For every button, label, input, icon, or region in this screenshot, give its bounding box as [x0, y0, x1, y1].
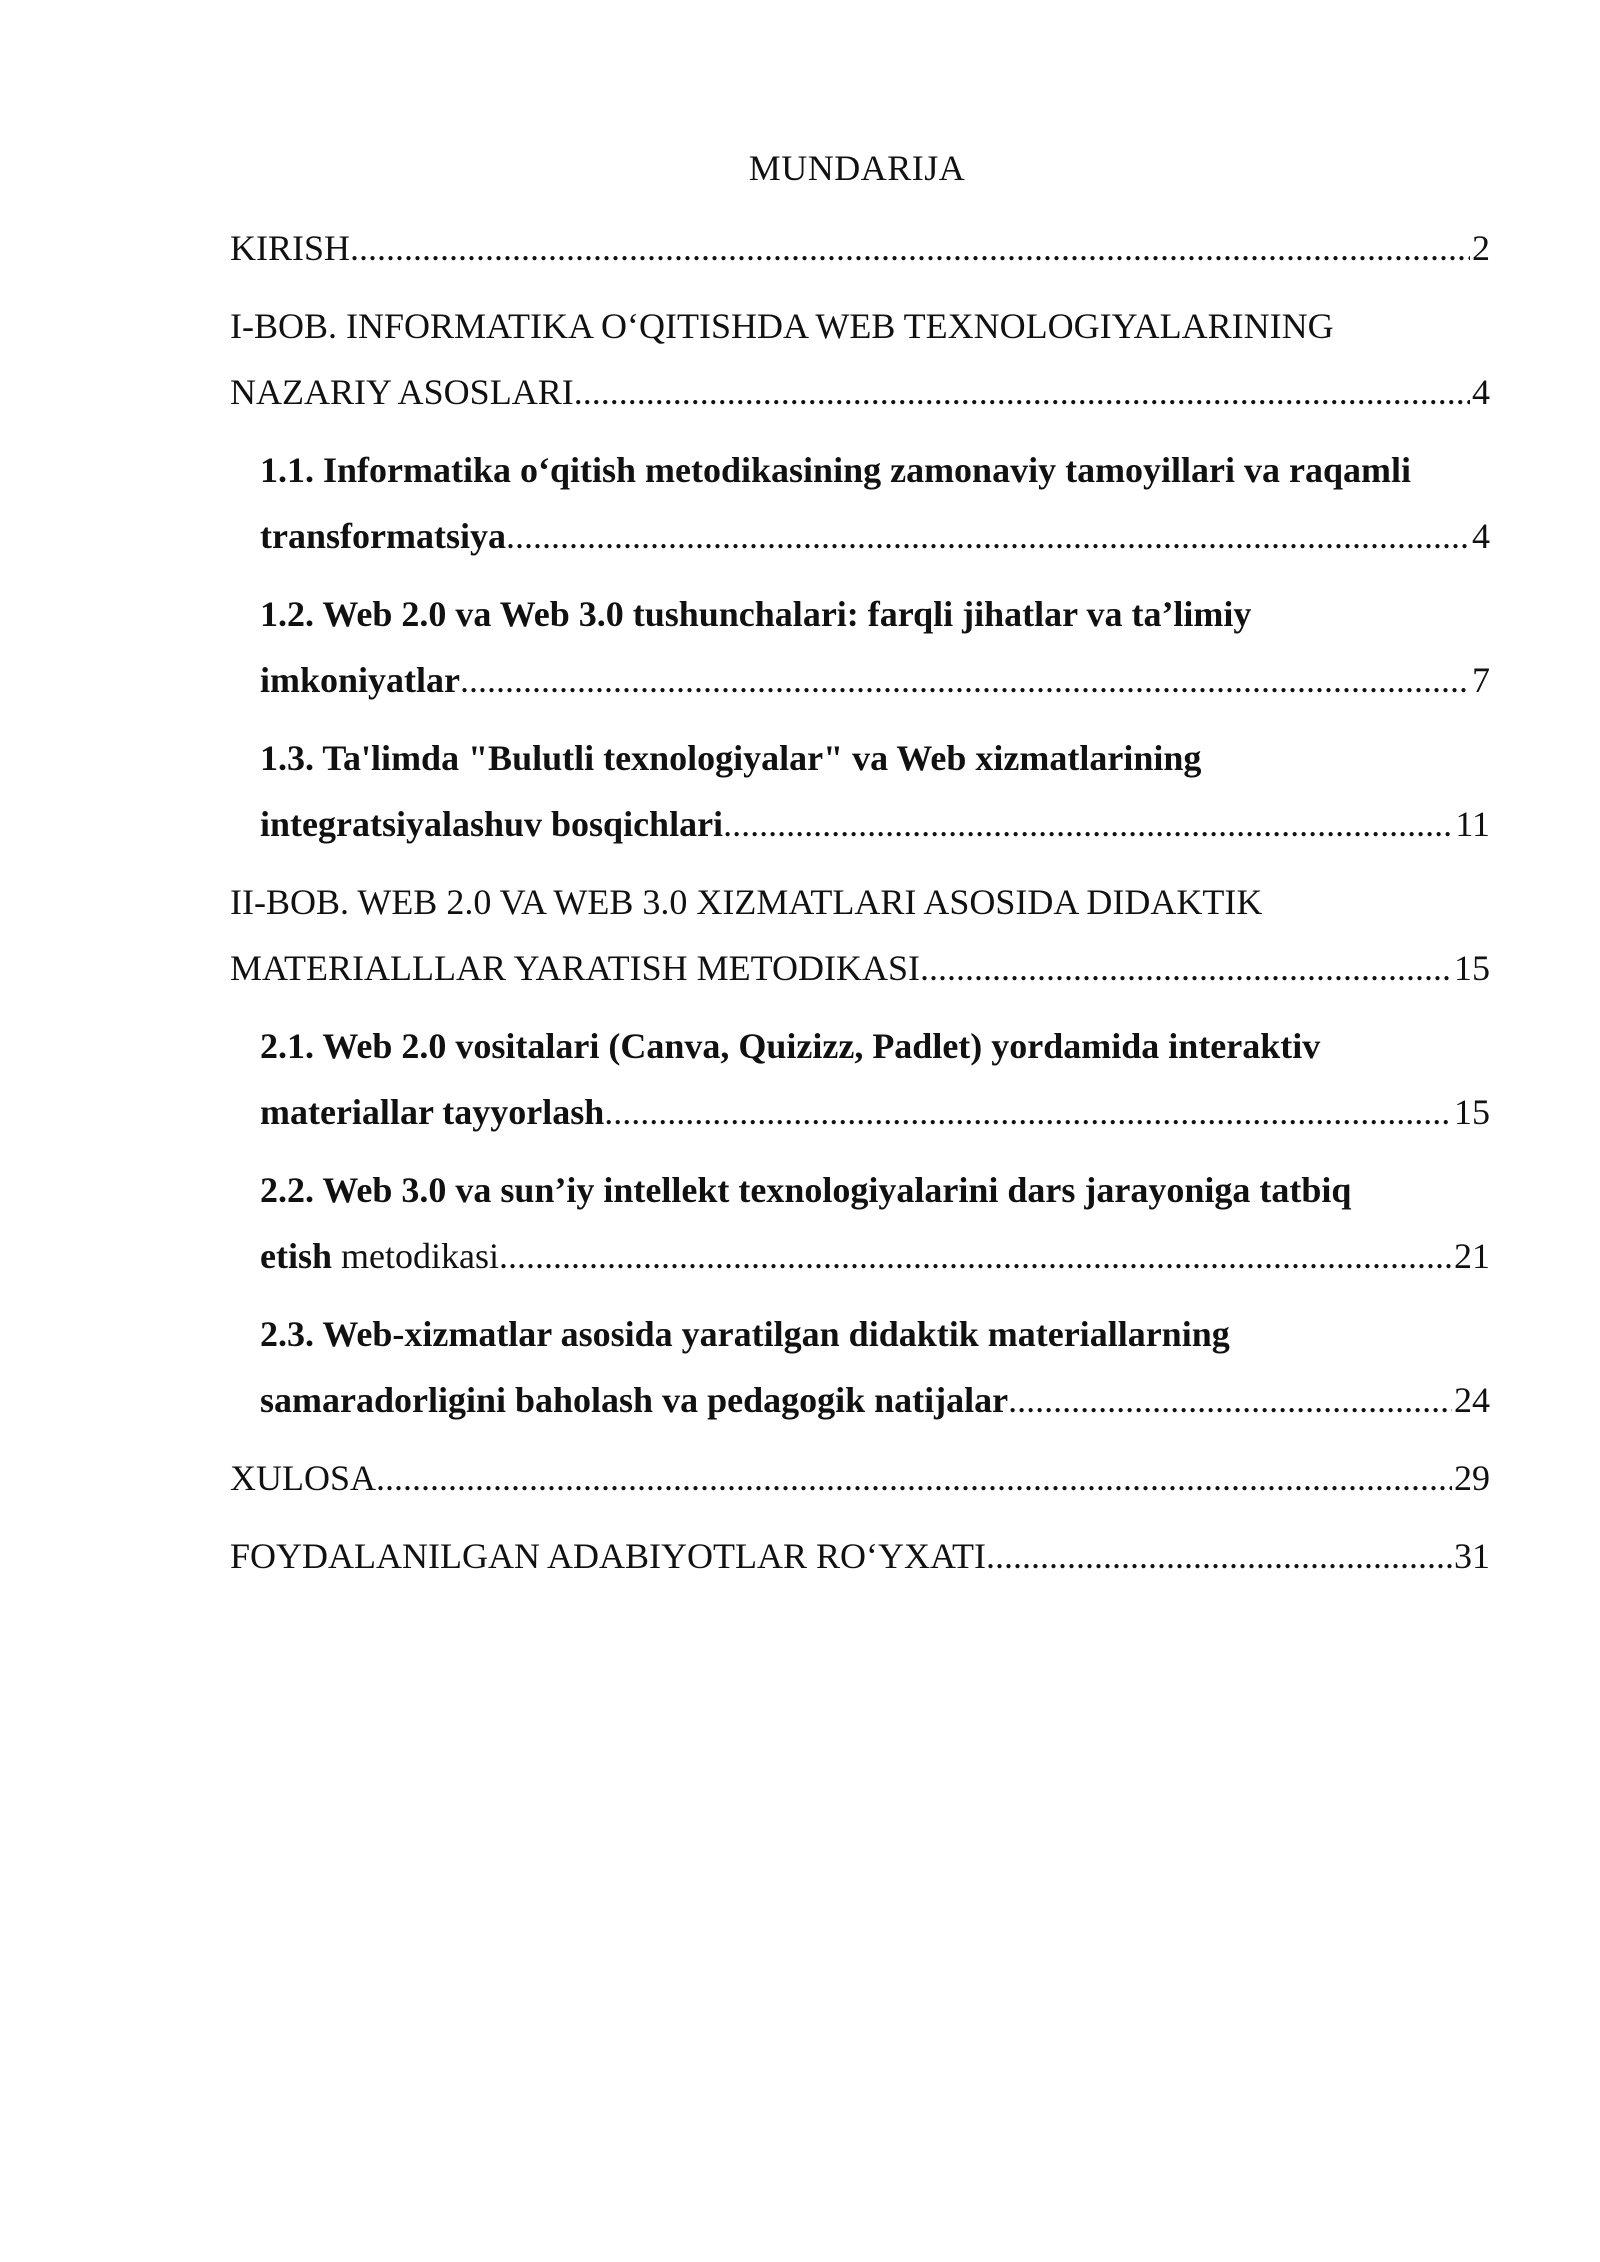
toc-entry-text: 1.2. Web 2.0 va Web 3.0 tushunchalari: farqli jihatlar va ta’limiy — [260, 594, 1252, 634]
toc-entry-line — [230, 293, 1490, 359]
toc-entry-title — [260, 1314, 1230, 1354]
toc-page-number: 15 — [1454, 948, 1490, 988]
toc-page-number: 29 — [1454, 1458, 1490, 1498]
toc-entry-title — [260, 1223, 499, 1289]
toc-entry-text: etish — [260, 1236, 332, 1276]
toc-entry-title — [260, 594, 1251, 634]
toc-page-number: 2 — [1472, 228, 1490, 268]
toc-entry-line — [260, 1223, 1490, 1289]
toc-entry-line — [230, 1523, 1490, 1589]
toc-page-number: 4 — [1472, 516, 1490, 556]
toc-entry-line — [260, 647, 1490, 713]
toc-subsection-entry[interactable] — [230, 725, 1490, 857]
toc-entry-line — [230, 359, 1490, 425]
table-of-contents — [230, 215, 1490, 1601]
toc-dot-leader — [986, 1523, 1452, 1589]
toc-entry-title — [230, 935, 920, 1001]
toc-dot-leader — [506, 503, 1470, 569]
toc-entry-title — [260, 647, 460, 713]
toc-entry-line — [260, 437, 1490, 503]
toc-entry-title — [230, 306, 1334, 346]
toc-entry-text: transformatsiya — [260, 516, 506, 556]
toc-dot-leader — [723, 791, 1453, 857]
toc-entry-line — [260, 791, 1490, 857]
toc-entry-line — [260, 1013, 1490, 1079]
toc-page-number: 31 — [1454, 1536, 1490, 1576]
toc-entry-text: metodikasi — [332, 1236, 499, 1276]
toc-page-number: 4 — [1472, 372, 1490, 412]
toc-entry-line — [230, 1445, 1490, 1511]
toc-entry-text: FOYDALANILGAN ADABIYOTLAR RO‘YXATI — [230, 1536, 986, 1576]
toc-entry-title — [260, 738, 1201, 778]
toc-entry-text: 2.1. Web 2.0 vositalari (Canva, Quizizz, Padlet) yordamida interaktiv — [260, 1026, 1321, 1066]
toc-entry-line — [230, 215, 1490, 281]
toc-entry-title — [260, 1026, 1320, 1066]
toc-entry-title — [230, 1445, 376, 1511]
toc-entry-text: 2.3. Web-xizmatlar asosida yaratilgan didaktik materiallarning — [260, 1314, 1230, 1354]
toc-subsection-entry[interactable] — [230, 1301, 1490, 1433]
toc-dot-leader — [1008, 1367, 1452, 1433]
toc-dot-leader — [574, 359, 1470, 425]
toc-entry-text: II-BOB. WEB 2.0 VA WEB 3.0 XIZMATLARI ASOSIDA DIDAKTIK — [230, 882, 1263, 922]
toc-chapter-entry[interactable] — [230, 869, 1490, 1001]
toc-entry-line — [260, 725, 1490, 791]
toc-dot-leader — [376, 1445, 1452, 1511]
toc-page-number: 15 — [1454, 1092, 1490, 1132]
toc-subsection-entry[interactable] — [230, 1157, 1490, 1289]
toc-entry-line — [260, 1301, 1490, 1367]
toc-entry-title — [230, 1523, 986, 1589]
toc-entry-text: integratsiyalashuv bosqichlari — [260, 804, 724, 844]
toc-entry-line — [230, 935, 1490, 1001]
toc-dot-leader — [460, 647, 1470, 713]
toc-dot-leader — [499, 1223, 1452, 1289]
toc-entry-text: materiallar tayyorlash — [260, 1092, 605, 1132]
toc-entry-text: 1.3. Ta'limda "Bulutli texnologiyalar" va Web xizmatlarining — [260, 738, 1202, 778]
toc-entry-title — [260, 450, 1411, 490]
toc-page-number: 11 — [1455, 804, 1490, 844]
toc-entry-title — [260, 1367, 1008, 1433]
toc-title: MUNDARIJA — [748, 148, 966, 188]
toc-subsection-entry[interactable] — [230, 437, 1490, 569]
toc-entry-line — [260, 1079, 1490, 1145]
toc-chapter-entry[interactable] — [230, 1523, 1490, 1589]
toc-entry-line — [230, 869, 1490, 935]
toc-entry-text: I-BOB. INFORMATIKA O‘QITISHDA WEB TEXNOLOGIYALARINING — [230, 306, 1334, 346]
toc-entry-title — [260, 791, 723, 857]
toc-entry-text: NAZARIY ASOSLARI — [230, 372, 574, 412]
toc-dot-leader — [350, 215, 1470, 281]
toc-dot-leader — [920, 935, 1452, 1001]
toc-entry-title — [230, 215, 350, 281]
toc-chapter-entry[interactable] — [230, 293, 1490, 425]
toc-entry-title — [260, 1170, 1351, 1210]
toc-page-number: 24 — [1454, 1380, 1490, 1420]
toc-entry-text: imkoniyatlar — [260, 660, 461, 700]
toc-entry-line — [260, 581, 1490, 647]
toc-entry-text: KIRISH — [230, 228, 351, 268]
toc-page-number: 7 — [1472, 660, 1490, 700]
toc-entry-text: 1.1. Informatika o‘qitish metodikasining zamonaviy tamoyillari va raqamli — [260, 450, 1412, 490]
toc-entry-title — [230, 359, 574, 425]
toc-subsection-entry[interactable] — [230, 581, 1490, 713]
toc-chapter-entry[interactable] — [230, 215, 1490, 281]
toc-entry-line — [260, 1367, 1490, 1433]
toc-entry-text: samaradorligini baholash va pedagogik natijalar — [260, 1380, 1009, 1420]
toc-entry-text: MATERIALLLAR YARATISH METODIKASI — [230, 948, 920, 988]
toc-page-number: 21 — [1454, 1236, 1490, 1276]
toc-entry-line — [260, 503, 1490, 569]
toc-entry-title — [260, 503, 506, 569]
toc-dot-leader — [604, 1079, 1452, 1145]
toc-entry-text: 2.2. Web 3.0 va sun’iy intellekt texnologiyalarini dars jarayoniga tatbiq — [260, 1170, 1352, 1210]
toc-entry-text: XULOSA — [230, 1458, 377, 1498]
toc-subsection-entry[interactable] — [230, 1013, 1490, 1145]
toc-entry-title — [230, 882, 1262, 922]
toc-entry-line — [260, 1157, 1490, 1223]
toc-chapter-entry[interactable] — [230, 1445, 1490, 1511]
toc-entry-title — [260, 1079, 604, 1145]
